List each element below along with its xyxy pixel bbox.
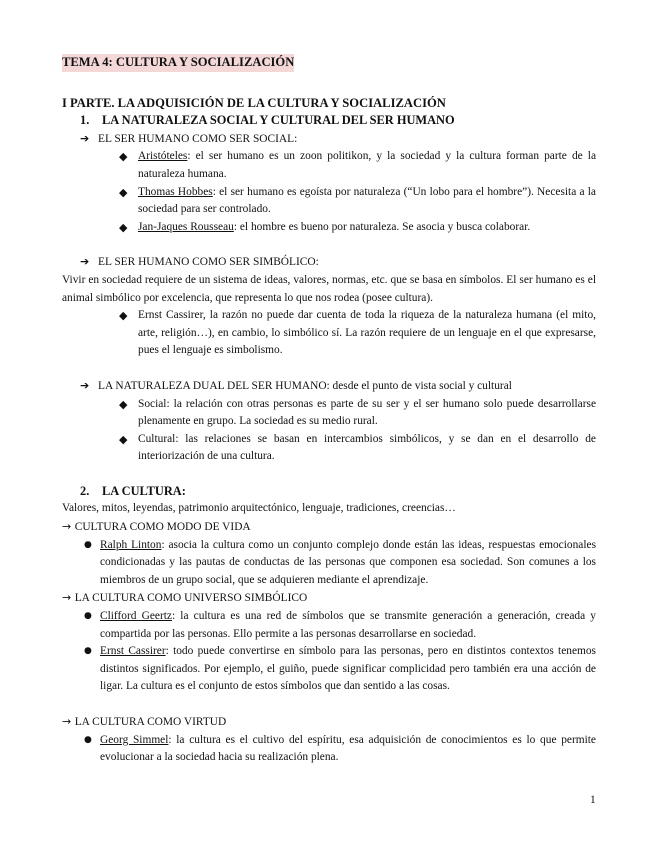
section-1-heading: 1. LA NATURALEZA SOCIAL Y CULTURAL DEL SER HUMANO: [80, 113, 455, 128]
dot-bullet-icon: ●: [84, 734, 92, 745]
diamond-bullet-icon: ◆: [119, 397, 128, 411]
diamond-bullet-icon: ◆: [119, 220, 128, 234]
subheading-naturaleza-dual: ➔ LA NATURALEZA DUAL DEL SER HUMANO: desde el punto de vista social y cultural: [62, 377, 596, 396]
diamond-bullet-icon: ◆: [119, 432, 128, 446]
list-item: ◆ Thomas Hobbes: el ser humano es egoísta por naturaleza (“Un lobo para el hombre”). Necesita a la sociedad para ser controlado.: [119, 185, 596, 216]
arrow-right-icon: ➔: [80, 378, 90, 392]
document-title: TEMA 4: CULTURA Y SOCIALIZACIÓN: [62, 54, 596, 73]
subheading-ser-simbolico: ➔ EL SER HUMANO COMO SER SIMBÓLICO:: [62, 253, 596, 272]
subheading-virtud: → LA CULTURA COMO VIRTUD: [62, 715, 227, 728]
list-item: ◆ Aristóteles: el ser humano es un zoon politikon, y la sociedad y la cultura forman parte de la naturaleza humana.: [119, 150, 596, 180]
arrow-right-icon: ➔: [80, 131, 90, 145]
page-number: 1: [590, 794, 596, 806]
diamond-bullet-icon: ◆: [119, 309, 128, 323]
list-item: ◆ Jan-Jaques Rousseau: el hombre es bueno por naturaleza. Se asocia y busca colaborar.: [62, 219, 596, 237]
section-2-heading: 2. LA CULTURA:: [80, 483, 186, 498]
paragraph-cultura-intro: Valores, mitos, leyendas, patrimonio arquitectónico, lenguaje, tradiciones, creencias…: [62, 502, 456, 515]
arrow-right-icon: →: [62, 591, 75, 605]
subheading-modo-de-vida: → CULTURA COMO MODO DE VIDA: [62, 520, 251, 534]
list-item: ◆ Ernst Cassirer, la razón no puede dar cuenta de toda la riqueza de la naturaleza humana (el mito, arte, religión…), en cambio, lo simbólico sí. La razón requiere de un lenguaje en el que expresarse, pues el lenguaje es simbolismo.: [119, 309, 596, 357]
diamond-bullet-icon: ◆: [119, 185, 128, 199]
document-page: [62, 54, 596, 767]
subheading-ser-social: ➔ EL SER HUMANO COMO SER SOCIAL:: [62, 130, 596, 149]
list-item: ◆ Cultural: las relaciones se basan en intercambios simbólicos, y se dan en el desarrollo de interiorización de una cultura.: [119, 432, 596, 463]
arrow-right-icon: →: [62, 715, 75, 728]
arrow-right-icon: ➔: [80, 255, 90, 269]
dot-bullet-icon: ●: [84, 646, 92, 657]
subheading-universo-simbolico: → LA CULTURA COMO UNIVERSO SIMBÓLICO: [62, 591, 308, 605]
diamond-bullet-icon: ◆: [119, 150, 128, 164]
list-item: ● Ralph Linton: asocia la cultura como un conjunto complejo donde están las ideas, respuestas emocionales condicionadas y las pautas de conductas de las personas que componen esa sociedad. Son comunes a los miembros de un grupo social, que se adquieren mediante el aprendizaje.: [84, 538, 596, 586]
list-item: ● Clifford Geertz: la cultura es una red de símbolos que se transmite generación a generación, creada y compartida por las personas. Ello permite a las personas desarrollarse en sociedad.: [84, 610, 596, 640]
dot-bullet-icon: ●: [84, 611, 92, 622]
paragraph-symbolic-intro: Vivir en sociedad requiere de un sistema de ideas, valores, normas, etc. que se basa en símbolos. El ser humano es el animal simbólico por excelencia, que representa lo que nos rodea (posee cultura).: [62, 273, 596, 304]
part-heading: I PARTE. LA ADQUISICIÓN DE LA CULTURA Y SOCIALIZACIÓN: [62, 95, 446, 110]
dot-bullet-icon: ●: [84, 539, 92, 550]
list-item: ◆ Social: la relación con otras personas es parte de su ser y el ser humano solo puede desarrollarse plenamente en grupo. La sociedad es su medio rural.: [119, 397, 596, 428]
list-item: ● Ernst Cassirer: todo puede convertirse en símbolo para las personas, pero en distintos contextos tenemos distintos significados. Por ejemplo, el guiño, puede significar complicidad pero también era una acción de ligar. La cultura es el conjunto de estos símbolos que dan sentido a las cosas.: [84, 645, 596, 693]
arrow-right-icon: →: [62, 520, 75, 534]
list-item: ● Georg Simmel: la cultura es el cultivo del espíritu, esa adquisición de conocimientos es lo que permite evolucionar a la sociedad hacia su realización plena.: [84, 733, 596, 764]
